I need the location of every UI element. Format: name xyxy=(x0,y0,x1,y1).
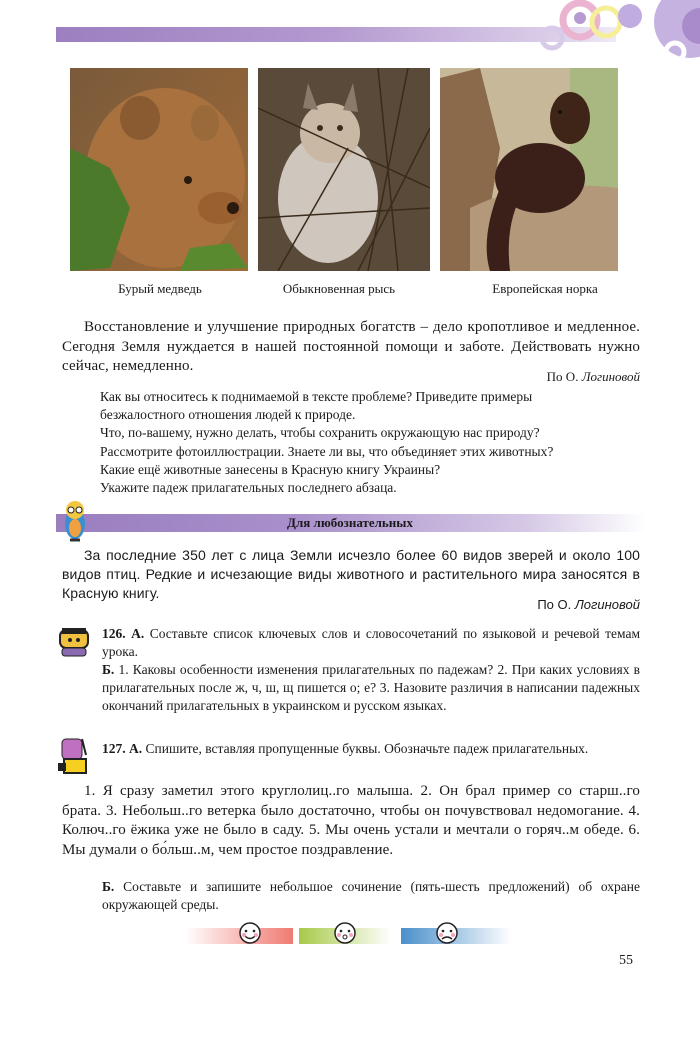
attribution-prefix: По О. xyxy=(546,369,579,384)
curious-paragraph: За последние 350 лет с лица Земли исчезло более 60 видов зверей и около 100 видов птиц. Редкие и исчезающие виды животного и растительного мира заносятся в Красную книгу. xyxy=(62,547,640,601)
question-line: безжалостного отношения людей к природе. xyxy=(100,407,356,423)
photo-caption-lynx: Обыкновенная рысь xyxy=(282,281,396,296)
header-band xyxy=(56,27,616,42)
exercise-126-part-b xyxy=(102,661,640,716)
main-attribution xyxy=(547,369,640,385)
photo-caption-bear: Бурый медведь xyxy=(118,281,202,296)
sad-face-icon xyxy=(434,920,460,946)
animal-photos xyxy=(70,68,630,273)
part-text: Составьте список ключевых слов и словосочетаний по языковой и речевой темам урока. xyxy=(102,626,640,660)
part-text: Составьте и запишите небольшое сочинение (пять-шесть предложений) об охране окружающей среды. xyxy=(102,879,640,913)
thinking-character-icon xyxy=(56,626,92,658)
questions-block xyxy=(100,388,645,497)
happy-face-icon xyxy=(237,920,263,946)
part-label: Б. xyxy=(102,662,115,677)
main-paragraph: Восстановление и улучшение природных богатств – дело кропотливое и медленное. Сегодня Земля нуждается в нашей постоянной помощи и заботе. Действовать нужно сейчас, немедленно. xyxy=(62,319,640,374)
footer-mood-bars xyxy=(185,928,515,946)
question-line: Что, по-вашему, нужно делать, чтобы сохранить окружающую нас природу? xyxy=(100,425,540,441)
question-line: Как вы относитесь к поднимаемой в тексте проблеме? Приведите примеры xyxy=(100,389,533,404)
question-line: Рассмотрите фотоиллюстрации. Знаете ли вы, что объединяет этих животных? xyxy=(100,443,554,459)
part-text: 1. Каковы особенности изменения прилагательных по падежам? 2. При каких условиях в прилагательных после ж, ч, ш, щ пишется о; е? 3. Назовите различия в написании падежных окончаний прилагательных в украинском и русском языках. xyxy=(102,662,641,714)
photo-caption-mink: Европейская норка xyxy=(492,281,598,296)
part-label: Б. xyxy=(102,879,115,894)
attribution-author: Логиновой xyxy=(581,369,640,384)
part-label: А. xyxy=(131,626,145,641)
exercise-127-part-b xyxy=(102,878,640,914)
lynx-photo xyxy=(258,68,430,271)
decorative-circles-icon xyxy=(540,0,700,60)
question-line: Укажите падеж прилагательных последнего абзаца. xyxy=(100,480,397,496)
european-mink-photo xyxy=(440,68,618,271)
exercise-127-part-a xyxy=(102,740,640,758)
part-text: Спишите, вставляя пропущенные буквы. Обозначьте падеж прилагательных. xyxy=(145,741,589,756)
exercise-127-sentences: 1. Я сразу заметил этого круглолиц..го малыша. 2. Он брал пример со старш..го брата. 3. Небольш..го ветерка было достаточно, чтобы он почувствовал недомогание. 4. Колюч..го ёжика уже не было в саду. 5. Мы очень устали и мечтали о горяч..м обеде. 6. Мы думали о бо́льш..м, чем простое поздравление. xyxy=(62,783,640,858)
exercise-number: 127. xyxy=(102,741,126,756)
attribution-author: Логиновой xyxy=(574,597,640,612)
attribution-prefix: По О. xyxy=(537,597,572,612)
neutral-face-icon xyxy=(332,920,358,946)
part-label: А. xyxy=(129,741,143,756)
page-number: 55 xyxy=(619,953,633,968)
brown-bear-photo xyxy=(70,68,248,271)
question-line: Какие ещё животные занесены в Красную книгу Украины? xyxy=(100,461,441,477)
curious-title: Для любознательных xyxy=(287,515,413,530)
curious-attribution xyxy=(537,597,640,612)
exercise-126-part-a xyxy=(102,625,640,661)
exercise-number: 126. xyxy=(102,626,126,641)
owl-icon xyxy=(62,500,88,544)
writing-character-icon xyxy=(56,737,90,775)
